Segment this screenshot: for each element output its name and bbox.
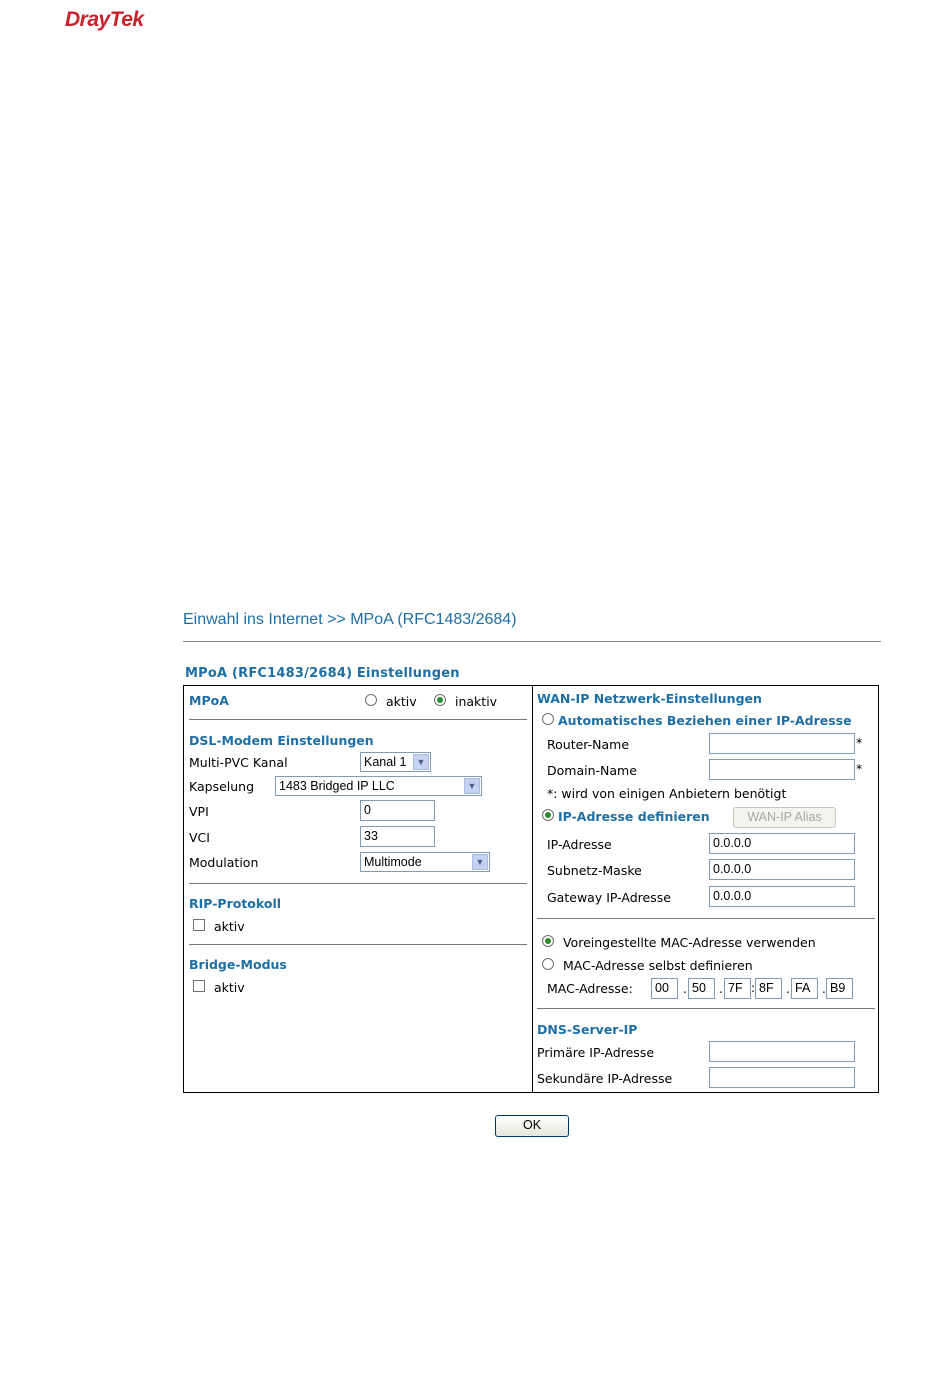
gateway-input[interactable]: 0.0.0.0 [709,886,855,907]
mpoa-inactive-label: inaktiv [455,694,498,709]
router-name-required: * [856,735,863,750]
mac-separator: . [683,982,687,996]
dns-primary-label: Primäre IP-Adresse [537,1045,655,1060]
wan-auto-label: Automatisches Beziehen einer IP-Adresse [558,713,852,728]
wan-ip-alias-button[interactable]: WAN-IP Alias [733,807,836,828]
mpoa-inactive-radio[interactable] [434,694,446,706]
rip-section-title: RIP-Protokoll [189,896,282,911]
pvc-select-value: Kanal 1 [364,755,407,769]
rip-checkbox[interactable] [193,919,205,931]
mac-octet-3[interactable]: 7F [724,978,751,999]
page-title: Einwahl ins Internet >> MPoA (RFC1483/2684) [183,611,517,628]
draytek-logo: DrayTek [65,8,144,31]
wan-static-label: IP-Adresse definieren [558,809,710,824]
bridge-checkbox[interactable] [193,980,205,992]
mac-default-label: Voreingestellte MAC-Adresse verwenden [563,935,816,950]
encap-label: Kapselung [189,779,255,794]
left-divider-3 [189,944,527,945]
modulation-label: Modulation [189,855,259,870]
column-divider [532,686,533,1092]
chevron-down-icon: ▼ [413,754,429,770]
mac-separator: . [786,982,790,996]
domain-name-label: Domain-Name [547,763,637,778]
dns-section-title: DNS-Server-IP [537,1022,638,1037]
vpi-input[interactable]: 0 [360,800,435,821]
pvc-label: Multi-PVC Kanal [189,755,288,770]
modulation-select-value: Multimode [364,855,422,869]
chevron-down-icon: ▼ [464,778,480,794]
mac-octet-5[interactable]: FA [791,978,818,999]
encap-select-value: 1483 Bridged IP LLC [279,779,395,793]
bridge-section-title: Bridge-Modus [189,957,287,972]
mac-custom-radio[interactable] [542,958,554,970]
mac-octet-6[interactable]: B9 [826,978,853,999]
dns-secondary-input[interactable] [709,1067,855,1088]
subnet-mask-label: Subnetz-Maske [547,863,642,878]
wan-auto-radio[interactable] [542,713,554,725]
wan-static-radio[interactable] [542,809,554,821]
right-divider-1 [537,918,875,919]
mac-separator: . [822,982,826,996]
mac-octet-1[interactable]: 00 [651,978,678,999]
mac-octet-4[interactable]: 8F [755,978,782,999]
left-divider-1 [189,719,527,720]
domain-name-input[interactable] [709,759,855,780]
dsl-section-title: DSL-Modem Einstellungen [189,733,374,748]
ok-button[interactable]: OK [495,1115,569,1137]
vpi-label: VPI [189,804,209,819]
settings-title: MPoA (RFC1483/2684) Einstellungen [185,666,460,681]
dns-secondary-label: Sekundäre IP-Adresse [537,1071,673,1086]
router-name-label: Router-Name [547,737,630,752]
vci-input[interactable]: 33 [360,826,435,847]
mac-custom-label: MAC-Adresse selbst definieren [563,958,753,973]
title-divider [183,641,881,642]
ip-address-label: IP-Adresse [547,837,612,852]
mac-separator: . [719,982,723,996]
mpoa-active-radio[interactable] [365,694,377,706]
mac-separator: : [751,981,756,995]
rip-checkbox-label: aktiv [214,919,245,934]
modulation-select[interactable] [360,852,490,872]
bridge-checkbox-label: aktiv [214,980,245,995]
dns-primary-input[interactable] [709,1041,855,1062]
mac-default-radio[interactable] [542,935,554,947]
left-divider-2 [189,883,527,884]
chevron-down-icon: ▼ [472,854,488,870]
encap-select[interactable] [275,776,482,796]
gateway-label: Gateway IP-Adresse [547,890,671,905]
wan-section-title: WAN-IP Netzwerk-Einstellungen [537,691,762,706]
required-note: *: wird von einigen Anbietern benötigt [547,786,787,801]
mpoa-label: MPoA [189,693,229,708]
mpoa-active-label: aktiv [386,694,417,709]
mac-address-label: MAC-Adresse: [547,981,633,996]
subnet-mask-input[interactable]: 0.0.0.0 [709,859,855,880]
right-divider-2 [537,1008,875,1009]
vci-label: VCI [189,830,210,845]
pvc-select[interactable] [360,752,431,772]
router-name-input[interactable] [709,733,855,754]
ip-address-input[interactable]: 0.0.0.0 [709,833,855,854]
mac-octet-2[interactable]: 50 [688,978,715,999]
domain-name-required: * [856,761,863,776]
